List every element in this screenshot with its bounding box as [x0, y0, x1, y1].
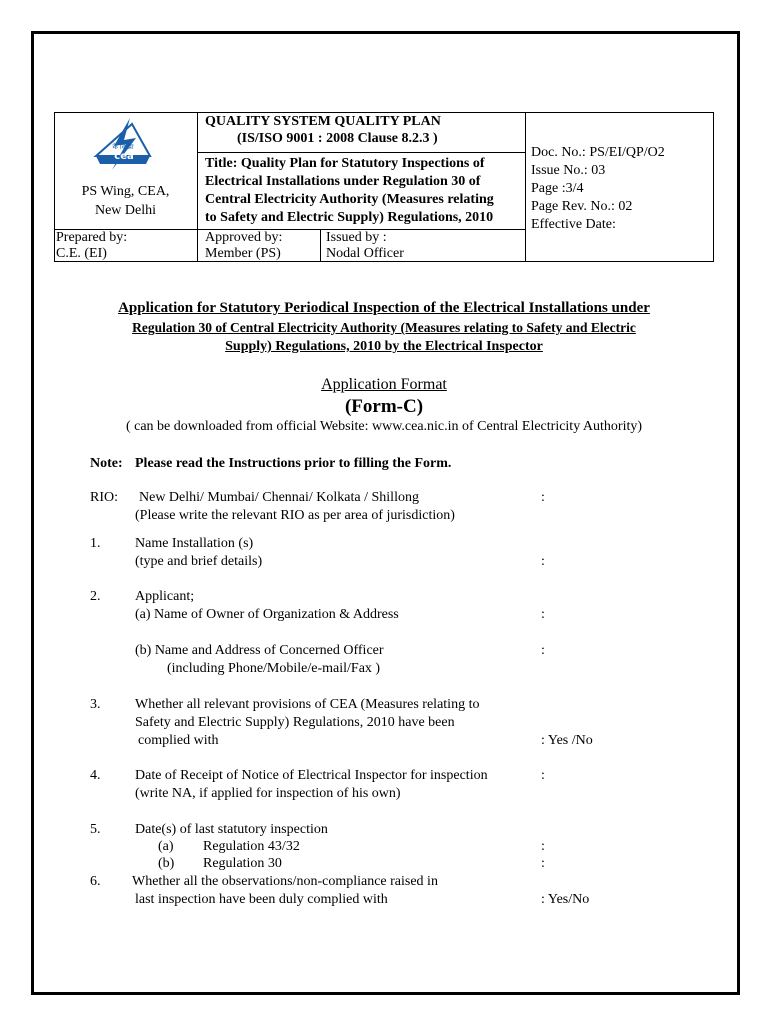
note-text: Please read the Instructions prior to filling the Form.	[135, 456, 452, 471]
approved-label: Approved by:	[205, 230, 283, 245]
item-3-line-2: Safety and Electric Supply) Regulations, 2010 have been	[135, 715, 455, 730]
item-5b-label: Regulation 30	[203, 856, 282, 871]
rio-field[interactable]: :	[541, 490, 545, 505]
qs-standard: (IS/ISO 9001 : 2008 Clause 8.2.3 )	[237, 131, 438, 146]
item-1-field[interactable]: :	[541, 554, 545, 569]
item-1-label: Name Installation (s)	[135, 536, 254, 551]
item-2b-label: (b) Name and Address of Concerned Officer	[135, 643, 384, 658]
effective-date: Effective Date:	[531, 217, 616, 232]
doc-number: Doc. No.: PS/EI/QP/O2	[531, 145, 665, 160]
logo-text: cea	[114, 151, 134, 162]
item-5b-marker: (b)	[158, 856, 175, 871]
heading-line-2: Regulation 30 of Central Electricity Authority (Measures relating to Safety and Electric	[132, 320, 636, 335]
org-line2: New Delhi	[94, 203, 157, 218]
heading-line-1: Application for Statutory Periodical Inspection of the Electrical Installations under	[118, 300, 650, 316]
issued-value: Nodal Officer	[326, 246, 404, 261]
issued-label: Issued by :	[326, 230, 387, 245]
org-line1: PS Wing, CEA,	[81, 184, 170, 199]
item-4-line-2: (write NA, if applied for inspection of his own)	[135, 786, 401, 801]
item-2b-sublabel: (including Phone/Mobile/e-mail/Fax )	[167, 661, 381, 676]
title-line-1: Title: Quality Plan for Statutory Inspections of	[205, 156, 485, 171]
prepared-label: Prepared by:	[56, 230, 128, 245]
issue-number: Issue No.: 03	[531, 163, 606, 178]
item-6-number: 6.	[90, 874, 101, 889]
prepared-value: C.E. (EI)	[56, 246, 107, 261]
item-5a-marker: (a)	[158, 839, 174, 854]
download-note: ( can be downloaded from official Website: www.cea.nic.in of Central Electricity Authority)	[125, 419, 643, 434]
item-4-field[interactable]: :	[541, 768, 545, 783]
item-6-field[interactable]: : Yes/No	[541, 892, 590, 907]
page-revision: Page Rev. No.: 02	[531, 199, 633, 214]
rio-instruction: (Please write the relevant RIO as per area of jurisdiction)	[135, 508, 455, 523]
header-table	[54, 112, 714, 262]
page-number: Page :3/4	[531, 181, 584, 196]
item-2a-label: (a) Name of Owner of Organization & Address	[135, 607, 399, 622]
logo-small-text: के वि प्रा	[112, 143, 134, 151]
item-4-line-1: Date of Receipt of Notice of Electrical Inspector for inspection	[135, 768, 488, 783]
qs-title: QUALITY SYSTEM QUALITY PLAN	[205, 114, 441, 129]
item-2b-field[interactable]: :	[541, 643, 545, 658]
note-label: Note:	[90, 456, 123, 471]
rio-options: New Delhi/ Mumbai/ Chennai/ Kolkata / Shillong	[139, 490, 419, 505]
form-label: (Form-C)	[344, 396, 424, 417]
item-5a-field[interactable]: :	[541, 839, 545, 854]
item-6-line-1: Whether all the observations/non-compliance raised in	[132, 874, 438, 889]
approved-value: Member (PS)	[205, 246, 281, 261]
rio-label: RIO:	[90, 490, 118, 505]
item-1-number: 1.	[90, 536, 101, 551]
title-line-2: Electrical Installations under Regulation 30 of	[205, 174, 481, 189]
item-5-number: 5.	[90, 822, 101, 837]
item-6-line-2: last inspection have been duly complied with	[135, 892, 388, 907]
item-4-number: 4.	[90, 768, 101, 783]
item-2a-field[interactable]: :	[541, 607, 545, 622]
heading-line-3: Supply) Regulations, 2010 by the Electrical Inspector	[225, 339, 543, 354]
item-5b-field[interactable]: :	[541, 856, 545, 871]
item-5a-label: Regulation 43/32	[203, 839, 300, 854]
item-1-sublabel: (type and brief details)	[135, 554, 263, 569]
item-3-field[interactable]: : Yes /No	[541, 733, 593, 748]
item-2-number: 2.	[90, 589, 101, 604]
item-3-line-1: Whether all relevant provisions of CEA (Measures relating to	[135, 697, 480, 712]
item-3-number: 3.	[90, 697, 101, 712]
item-5-label: Date(s) of last statutory inspection	[135, 822, 328, 837]
title-line-3: Central Electricity Authority (Measures relating	[205, 192, 494, 207]
title-line-4: to Safety and Electric Supply) Regulations, 2010	[205, 210, 494, 225]
format-title: Application Format	[321, 376, 447, 393]
item-3-line-3: complied with	[138, 733, 219, 748]
item-2-label: Applicant;	[135, 589, 195, 604]
